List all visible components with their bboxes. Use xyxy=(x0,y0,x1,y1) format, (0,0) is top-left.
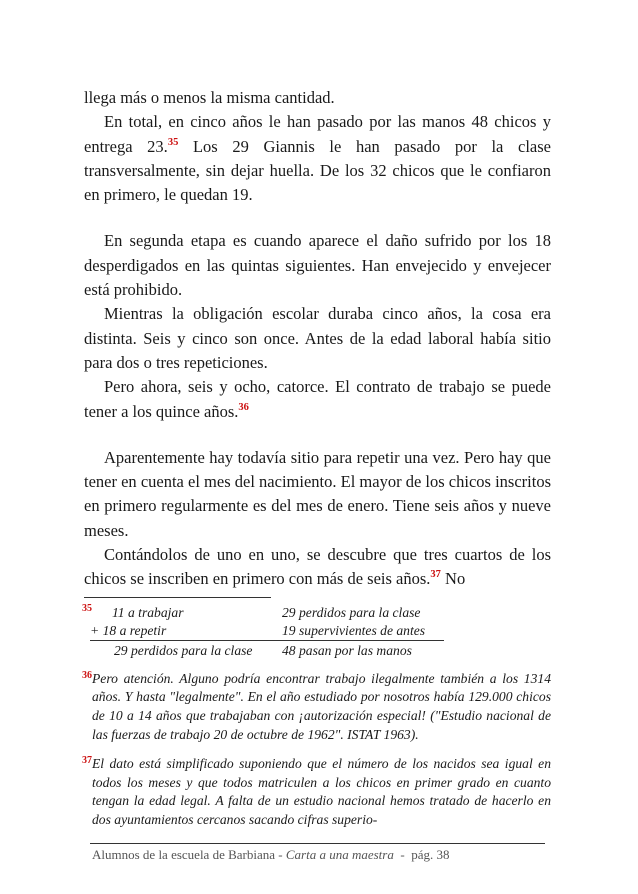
paragraph: En total, en cinco años le han pasado por las manos 48 chicos y entrega 23.35 Los 29 Giannis le han pasado por la clase transversalmente, sin dejar huella. De los 32 chicos que le confiaron en primero, le quedan 19. xyxy=(84,112,551,205)
footnotes xyxy=(84,602,551,830)
calc-cell: 11 a trabajar xyxy=(112,604,184,620)
footnote-separator xyxy=(84,597,271,598)
calc-cell: 29 perdidos para la clase xyxy=(114,642,253,658)
page-footer: Alumnos de la escuela de Barbiana - Carta a una maestra - pág. 38 xyxy=(92,847,450,862)
calc-cell: + 18 a repetir xyxy=(90,622,260,642)
footer-title: Carta a una maestra xyxy=(285,847,394,862)
page-number: pág. 38 xyxy=(411,847,450,862)
footnote-ref-36[interactable]: 36 xyxy=(238,401,249,413)
footnote-mark: 35 xyxy=(82,602,92,614)
paragraph: llega más o menos la misma cantidad. xyxy=(84,88,335,107)
calc-cell: 29 perdidos para la clase xyxy=(282,604,421,620)
footnote-35 xyxy=(84,602,551,662)
calc-cell: 48 pasan por las manos xyxy=(282,642,412,658)
paragraph: Contándolos de uno en uno, se descubre que tres cuartos de los chicos se inscriben en primero con más de seis años.$^{37}$ No xyxy=(84,545,551,589)
footnote-mark: 36 xyxy=(82,669,92,681)
footnote-mark: 37 xyxy=(82,754,92,766)
paragraph: Pero ahora, seis y ocho, catorce. El contrato de trabajo se puede tener a los quince años.$^{36}$ xyxy=(84,377,551,421)
calc-cell: 19 supervivientes de antes xyxy=(260,622,444,642)
paragraph: En segunda etapa es cuando aparece el daño sufrido por los 18 desperdigados en las quintas siguientes. Han envejecido y envejecer está prohibido. xyxy=(84,231,551,300)
footer-author: Alumnos de la escuela de Barbiana xyxy=(92,847,276,862)
footnote-ref-37[interactable]: 37 xyxy=(430,569,441,581)
footnote-ref-35[interactable]: 35 xyxy=(167,136,179,148)
page-body xyxy=(84,86,551,830)
footnote-37 xyxy=(84,755,551,830)
footnote-text: Pero atención. Alguno podría encontrar trabajo ilegalmente también a los 1314 años. Y hasta "legalmente". En el año estudiado por nosotros había 129.000 chicos de 10 a 14 años que trabajaban con ¡autorización especial! ("Estudio nacional de las fuerzas de trabajo 20 de octubre de 1962". ISTAT 1963). xyxy=(92,670,551,743)
footnote-text: El dato está simplificado suponiendo que el número de los nacidos sea igual en todos los meses y que todos matriculen a los chicos en primer grado en cuanto tengan la edad legal. A falta de un estudio nacional hemos tratado de hacerlo en dos ayuntamientos cercanos sacando cifras superio- xyxy=(92,755,551,828)
paragraph: Aparentemente hay todavía sitio para repetir una vez. Pero hay que tener en cuenta el mes del nacimiento. El mayor de los chicos inscritos en primero regularmente es del mes de enero. Tiene seis años y nueve meses. xyxy=(84,447,551,540)
footer-rule xyxy=(90,843,545,844)
paragraph: Mientras la obligación escolar duraba cinco años, la cosa era distinta. Seis y cinco son once. Antes de la edad laboral había sitio para dos o tres repeticiones. xyxy=(84,304,551,372)
footnote-36 xyxy=(84,670,551,745)
